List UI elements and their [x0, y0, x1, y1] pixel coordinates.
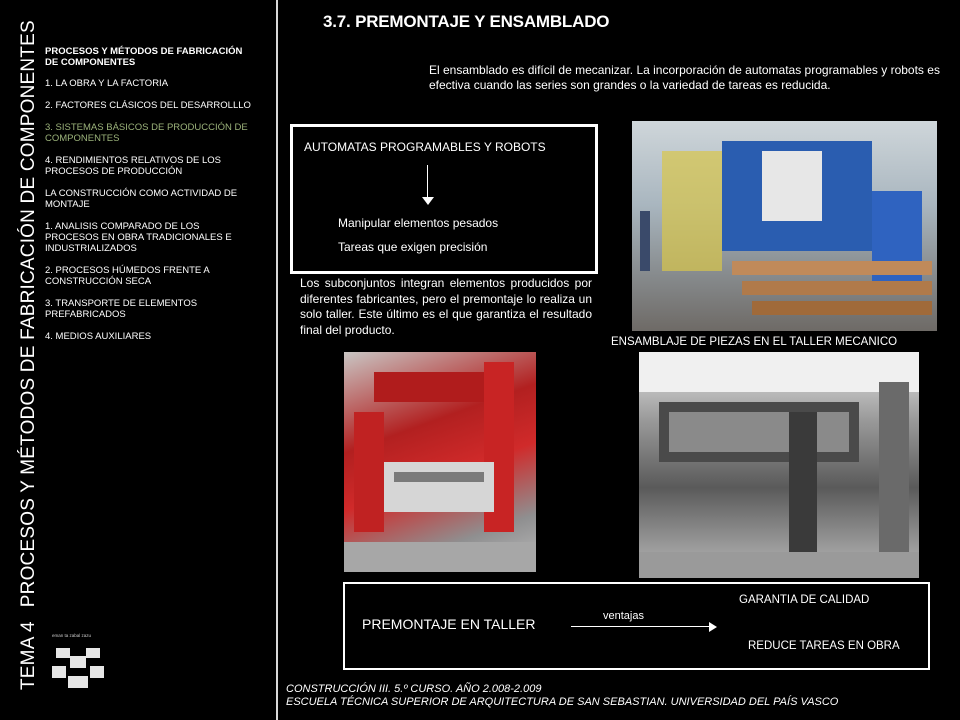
nav-item-factores-clasicos[interactable]: 2. FACTORES CLÁSICOS DEL DESARROLLLO — [45, 100, 251, 111]
photo-caption: ENSAMBLAJE DE PIEZAS EN EL TALLER MECANICO — [611, 336, 898, 348]
sidebar-nav — [45, 46, 255, 353]
prefab-module-photo — [639, 352, 919, 578]
footer — [286, 683, 838, 709]
intro-text: El ensamblado es difícil de mecanizar. La incorporación de automatas programables y robots es efectiva cuando las series son grandes o la variedad de tareas es reducida. — [429, 63, 940, 92]
right-arrow-icon — [709, 622, 717, 632]
robots-box-item: Manipular elementos pesados — [338, 216, 499, 230]
assembly-workshop-photo — [632, 121, 937, 331]
footer-course: CONSTRUCCIÓN III. 5.º CURSO. AÑO 2.008-2.009 — [286, 683, 542, 695]
vertical-title — [4, 10, 39, 690]
nav-item-rendimientos[interactable]: 4. RENDIMIENTOS RELATIVOS DE LOS PROCESOS DE PRODUCCIÓN — [45, 155, 221, 177]
premontaje-box — [343, 582, 930, 670]
down-arrow — [427, 165, 428, 199]
logo-motto: eman ta zabal zazu — [52, 633, 92, 638]
right-arrow — [571, 626, 711, 627]
premontaje-label: PREMONTAJE EN TALLER — [362, 616, 536, 632]
sidebar-divider — [276, 0, 278, 720]
nav-item-procesos-humedos[interactable]: 2. PROCESOS HÚMEDOS FRENTE A CONSTRUCCIÓN SECA — [45, 265, 210, 287]
nav-item-obra-factoria[interactable]: 1. LA OBRA Y LA FACTORIA — [45, 78, 169, 89]
robots-box-item: Tareas que exigen precisión — [338, 240, 488, 254]
subassembly-paragraph: Los subconjuntos integran elementos producidos por diferentes fabricantes, pero el premontaje lo realiza un solo taller. Este último es el que garantiza el resultado final del producto. — [300, 276, 592, 337]
arrow-label: ventajas — [603, 610, 644, 622]
robots-box — [290, 124, 598, 274]
nav-item-transporte[interactable]: 3. TRANSPORTE DE ELEMENTOS PREFABRICADOS — [45, 298, 198, 320]
nav-item-analisis-comparado[interactable]: 1. ANALISIS COMPARADO DE LOS PROCESOS EN OBRA TRADICIONALES E INDUSTRIALIZADOS — [45, 221, 232, 254]
university-logo — [46, 632, 112, 692]
robot-arm-photo — [344, 352, 536, 572]
robots-box-title: AUTOMATAS PROGRAMABLES Y ROBOTS — [304, 140, 546, 154]
benefit-reduce: REDUCE TAREAS EN OBRA — [748, 640, 900, 652]
tema-label: TEMA 4 — [18, 621, 39, 690]
nav-heading: PROCESOS Y MÉTODOS DE FABRICACIÓN DE COMPONENTES — [45, 46, 243, 68]
vertical-title-text: PROCESOS Y MÉTODOS DE FABRICACIÓN DE COMPONENTES — [18, 20, 39, 608]
nav-item-medios-auxiliares[interactable]: 4. MEDIOS AUXILIARES — [45, 331, 152, 342]
nav-item-construccion-montaje[interactable]: LA CONSTRUCCIÓN COMO ACTIVIDAD DE MONTAJE — [45, 188, 238, 210]
footer-school: ESCUELA TÉCNICA SUPERIOR DE ARQUITECTURA DE SAN SEBASTIAN. UNIVERSIDAD DEL PAÍS VASCO — [286, 696, 839, 708]
page-title: 3.7. PREMONTAJE Y ENSAMBLADO — [323, 12, 610, 31]
nav-item-sistemas-basicos[interactable]: 3. SISTEMAS BÁSICOS DE PRODUCCIÓN DE COMPONENTES — [45, 122, 248, 144]
benefit-quality: GARANTIA DE CALIDAD — [739, 594, 870, 606]
down-arrow-icon — [422, 197, 434, 205]
